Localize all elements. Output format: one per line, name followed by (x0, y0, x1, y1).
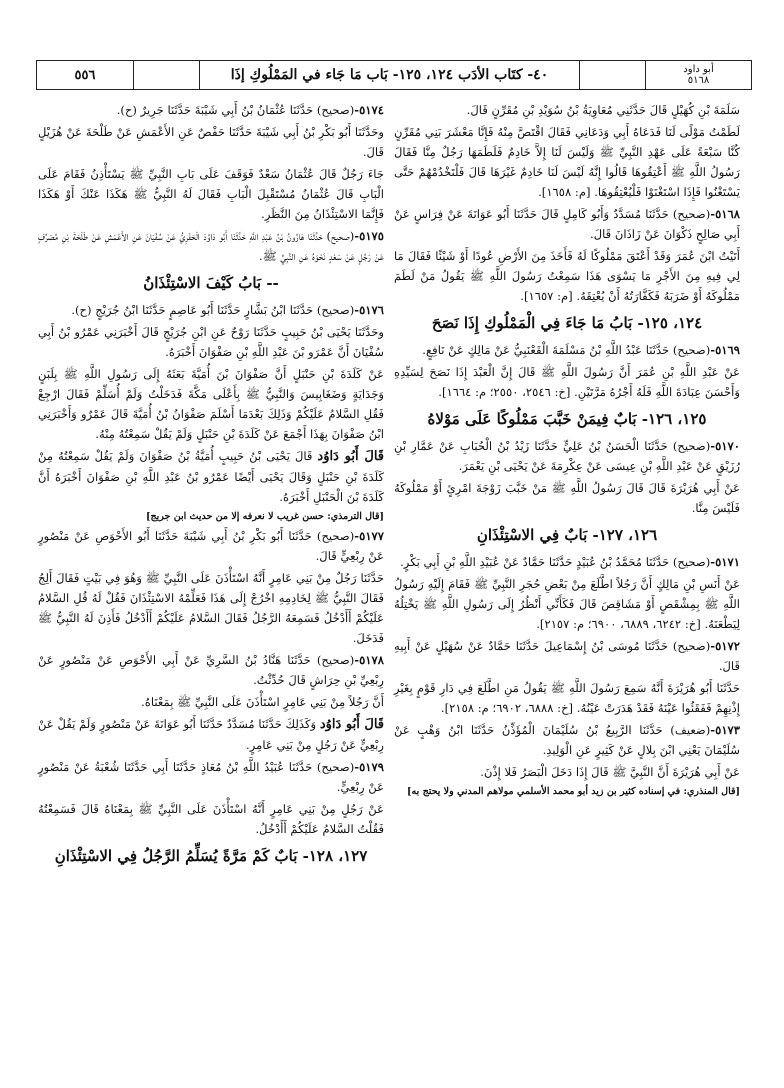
footnote: [قال الترمذي: حسن غريب لا نعرفه إلا من حديث ابن جريج] (146, 511, 384, 522)
hadith-number: ٥١٧٢ (715, 639, 740, 653)
abu-dawud-text: قَالَ يَحْيَى بْنُ حَبِيبٍ أُمَيَّةُ بْنُ صَفْوَانَ وَلَمْ يَقُلْ سَمِعْتُهُ مِنْ كَلَدَةَ بْنِ حَنْبَلٍ وَقَالَ يَحْيَى أَيْضًا عَمْرُو بْنُ عَبْدِ اللَّهِ بْنِ صَفْوَانَ أَخْبَرَهُ أَنَّ كَلَدَةَ بْنَ الْحَنْبَلِ أَخْبَرَهُ. (38, 449, 384, 504)
page-header (36, 60, 752, 90)
hadith-separator: - (354, 529, 360, 543)
abu-dawud-comment (38, 446, 384, 507)
hadith-chain: حَدَّثَنَا مُسَدَّدٌ وَأَبُو كَامِلٍ قَالَ حَدَّثَنَا أَبُو عَوَانَةَ عَنْ فِرَاسٍ عَنْ أَبِي صَالِحٍ ذَكْوَانَ عَنْ زَاذَانَ قَالَ. (394, 207, 740, 241)
hadith-text: عَنْ رَجُلٍ مِنْ بَنِي عَامِرٍ أَنَّهُ اسْتَأْذَنَ عَلَى النَّبِيِّ ﷺ بِمَعْنَاهُ قَالَ فَسَمِعْتُهُ فَقُلْتُ السَّلامُ عَلَيْكُمْ أَأَدْخُلُ. (38, 802, 384, 836)
hadith-grade: (صحيح) (316, 103, 355, 117)
hadith-number: ٥١٦٨ (715, 207, 740, 221)
hadith-number: ٥١٧٨ (359, 653, 384, 667)
hadith-separator: - (710, 723, 716, 737)
abu-dawud-comment (38, 714, 384, 755)
hadith-entry (394, 340, 740, 360)
header-reference (645, 61, 751, 89)
hadith-text: وحَدَّثَنَا أَبُو بَكْرِ بْنُ أَبِي شَيْبَةَ حَدَّثَنَا حَفْصٌ عَنِ الأَعْمَشِ عَنْ طَلْحَةَ عَنْ هُزَيْلٍ قَالَ. (38, 125, 384, 159)
header-reference-number: ٥١٦٨ (687, 75, 710, 86)
hadith-text: سَلَمَةَ بْنِ كُهَيْلٍ قَالَ حَدَّثَنِي مُعَاوِيَةُ بْنُ سُوَيْدِ بْنِ مُقَرِّنٍ قَالَ. (466, 103, 740, 117)
hadith-grade: (صحيح) (672, 343, 711, 357)
abu-dawud-text: وَكَذَلِكَ حَدَّثَنَا مُسَدَّدٌ حَدَّثَنَا أَبُو عَوَانَةَ عَنْ مَنْصُورٍ وَلَمْ يَقُلْ عَنْ رِبْعِيٍّ عَنْ رَجُلٍ مِنْ بَنِي عَامِرٍ. (38, 717, 384, 752)
section-heading: ١٢٧، ١٢٨- بَابٌ كَمْ مَرَّةً يُسَلِّمُ الرَّجُلُ فِي الاسْتِئْذَانِ (54, 847, 368, 865)
hadith-grade: (صحيح) (672, 207, 711, 221)
section-heading: ١٢٥، ١٢٦- بَابٌ فِيمَنْ خَبَّبَ مَمْلُوكًا عَلَى مَوْلاهُ (427, 410, 707, 428)
hadith-number: ٥١٧١ (715, 555, 740, 569)
hadith-grade: (صحيح) (316, 653, 355, 667)
hadith-separator: - (710, 207, 716, 221)
hadith-text: جَاءَ رَجُلٌ قَالَ عُثْمَانُ سَعْدٌ فَوَقَفَ عَلَى بَابِ النَّبِيِّ ﷺ يَسْتَأْذِنُ فَقَامَ عَلَى الْبَابِ قَالَ عُثْمَانُ مُسْتَقْبِلَ الْبَابِ فَقَالَ لَهُ النَّبِيُّ ﷺ هَكَذَا عَنْكَ أَوْ هَكَذَا فَإِنَّمَا الاسْتِئْذَانُ مِنَ النَّظَرِ. (38, 167, 384, 221)
hadith-entry (38, 757, 384, 797)
header-title: ٤٠- كتَاب الأدَب ١٢٤، ١٢٥- بَاب مَا جَاء في المَمْلُوكِ إذَا (199, 61, 579, 89)
hadith-grade: (ضعيف) (670, 723, 711, 737)
hadith-grade: (صحيح) (316, 760, 355, 774)
footnote: [قال المنذري: في إسناده كثير بن زيد أبو محمد الأسلمي مولاهم المدني ولا يحتج به] (407, 786, 740, 797)
hadith-entry (38, 650, 384, 690)
hadith-chain: حَدَّثَنَا عَبْدُ اللَّهِ بْنُ مَسْلَمَةَ الْقَعْنَبِيُّ عَنْ مَالِكٍ عَنْ نَافِعٍ. (422, 343, 670, 357)
hadith-chain: حَدَّثَنَا هَنَّادُ بْنُ السَّرِيِّ عَنْ أَبِي الأَحْوَصِ عَنْ مَنْصُورٍ عَنْ رِبْعِيِّ بْنِ حِرَاشٍ قَالَ حُدِّثْتُ. (38, 653, 384, 687)
hadith-text: عَنْ عَبْدِ اللَّهِ بْنِ عُمَرَ أَنَّ رَسُولَ اللَّهِ ﷺ قَالَ إِنَّ الْعَبْدَ إِذَا نَصَحَ لِسَيِّدِهِ وَأَحْسَنَ عِبَادَةَ اللَّهِ فَلَهُ أَجْرُهُ مَرَّتَيْنِ. [خ: ٢٥٤٦، ٢٥٥٠؛ م: ١٦٦٤]. (394, 365, 740, 399)
hadith-text: وحَدَّثَنَا يَحْيَى بْنُ حَبِيبٍ حَدَّثَنَا رَوْحٌ عَنِ ابْنِ جُرَيْجٍ قَالَ أَخْبَرَنِي عَمْرُو بْنُ أَبِي سُفْيَانَ أَنَّ عَمْرَو بْنَ عَبْدِ اللَّهِ بْنِ صَفْوَانَ أَخْبَرَهُ. (38, 325, 384, 359)
hadith-number: ٥١٧٩ (359, 760, 384, 774)
hadith-chain: حَدَّثَنَا عُبَيْدُ اللَّهِ بْنُ مُعَاذٍ حَدَّثَنَا أَبِي حَدَّثَنَا شُعْبَةُ عَنْ مَنْصُورٍ عَنْ رِبْعِيٍّ. (38, 760, 384, 794)
hadith-entry (38, 100, 384, 120)
hadith-chain: حَدَّثَنَا مُحَمَّدُ بْنُ عُبَيْدٍ حَدَّثَنَا حَمَّادٌ عَنْ عُبَيْدِ اللَّهِ بْنِ أَبِي بَكْرٍ. (400, 555, 670, 569)
hadith-grade: (صحيح) (672, 555, 711, 569)
hadith-text: عَنْ أَبِي هُرَيْرَةَ أَنَّ النَّبِيَّ ﷺ قَالَ إِذَا دَخَلَ الْبَصَرُ فَلا إِذْنَ. (480, 765, 740, 779)
section-heading: ١٢٤، ١٢٥- بَابُ مَا جَاءَ فِي الْمَمْلُوكِ إِذَا نَصَحَ (431, 314, 703, 332)
hadith-chain: حَدَّثَنَا مُوسَى بْنُ إِسْمَاعِيلَ حَدَّثَنَا حَمَّادٌ عَنْ سُهَيْلٍ عَنْ أَبِيهِ قَالَ. (394, 639, 740, 673)
hadith-separator: - (354, 303, 360, 317)
header-spacer-left (133, 61, 199, 89)
abu-dawud-label: قَالَ أَبُو دَاوُد (319, 717, 385, 732)
page-number: ٥٥٦ (74, 67, 96, 83)
hadith-text: أَنَّ رَجُلاً مِنْ بَنِي عَامِرٍ اسْتَأْذَنَ عَلَى النَّبِيِّ ﷺ بِمَعْنَاهُ. (141, 695, 384, 709)
hadith-entry (394, 720, 740, 760)
hadith-text: أَتَيْتُ ابْنَ عُمَرَ وَقَدْ أَعْتَقَ مَمْلُوكًا لَهُ فَأَخَذَ مِنَ الأَرْضِ عُودًا أَوْ شَيْئًا فَقَالَ مَا لِي فِيهِ مِنَ الأَجْرِ مَا يَسْوَى هَذَا سَمِعْتُ رَسُولَ اللَّهِ ﷺ يَقُولُ مَنْ لَطَمَ مَمْلُوكَهُ أَوْ ضَرَبَهُ فَكَفَّارَتُهُ أَنْ يُعْتِقَهُ. [م: ١٦٥٧]. (394, 249, 740, 303)
hadith-separator: - (354, 103, 360, 117)
hadith-entry (394, 204, 740, 244)
hadith-number: ٥١٧٠ (715, 439, 740, 453)
hadith-number: ٥١٧٧ (359, 529, 385, 543)
hadith-chain: حَدَّثَنَا عُثْمَانُ بْنُ أَبِي شَيْبَةَ حَدَّثَنَا جَرِيرٌ (ح). (116, 103, 314, 117)
hadith-number: ٥١٦٩ (715, 343, 740, 357)
hadith-entry (394, 436, 740, 476)
hadith-separator: - (710, 439, 716, 453)
hadith-grade: (صحيح) (316, 529, 355, 543)
hadith-entry (394, 636, 740, 676)
hadith-chain: حَدَّثَنَا ابْنُ بَشَّارٍ حَدَّثَنَا أَبُو عَاصِمٍ حَدَّثَنَا ابْنُ جُرَيْجٍ (ح). (71, 303, 314, 317)
abu-dawud-label: قَالَ أَبُو دَاوُد (317, 449, 385, 464)
hadith-separator: - (354, 653, 360, 667)
hadith-number: ٥١٧٤ (359, 103, 384, 117)
hadith-entry (38, 226, 384, 266)
left-column (38, 100, 384, 873)
hadith-grade: (صحيح) (672, 639, 711, 653)
hadith-text: حَدَّثَنَا أَبُو هُرَيْرَةَ أَنَّهُ سَمِعَ رَسُولَ اللَّهِ ﷺ يَقُولُ مَنِ اطَّلَعَ فِي دَارِ قَوْمٍ بِغَيْرِ إِذْنِهِمْ فَفَقَئُوا عَيْنَهُ فَقَدْ هَدَرَتْ عَيْنُهُ. [خ: ٦٨٨٨، ٦٩٠٢؛ م: ٢١٥٨]. (394, 681, 740, 715)
header-spacer-right (579, 61, 645, 89)
hadith-grade: (صحيح) (316, 303, 355, 317)
section-heading: ١٢٦، ١٢٧- بَابٌ فِي الاسْتِئْذَانِ (476, 526, 658, 544)
hadith-entry (38, 526, 384, 566)
hadith-text: عَنْ كَلَدَةَ بْنِ حَنْبَلٍ أَنَّ صَفْوَانَ بْنَ أُمَيَّةَ بَعَثَهُ إِلَى رَسُولِ اللَّهِ ﷺ بِلَبَنٍ وَجَدَايَةٍ وَضَغَابِيسَ وَالنَّبِيُّ ﷺ بِأَعْلَى مَكَّةَ فَدَخَلْتُ وَلَمْ أُسَلِّمْ فَقَالَ ارْجِعْ فَقُلِ السَّلامُ عَلَيْكُمْ وَذَلِكَ بَعْدَمَا أَسْلَمَ صَفْوَانُ بْنُ أُمَيَّةَ قَالَ عَمْرٌو وَأَخْبَرَنِي ابْنُ صَفْوَانَ بِهَذَا أَجْمَعَ عَنْ كَلَدَةَ بْنِ حَنْبَلٍ وَلَمْ يَقُلْ سَمِعْتُهُ مِنْهُ. (38, 367, 384, 441)
hadith-separator: - (354, 229, 360, 243)
hadith-text: حَدَّثَنَا رَجُلٌ مِنْ بَنِي عَامِرٍ أَنَّهُ اسْتَأْذَنَ عَلَى النَّبِيِّ ﷺ وَهُوَ فِي بَيْتٍ فَقَالَ أَلِجُ فَقَالَ النَّبِيُّ ﷺ لِخَادِمِهِ اخْرُجْ إِلَى هَذَا فَعَلِّمْهُ الاسْتِئْذَانَ فَقُلْ لَهُ قُلِ السَّلامُ عَلَيْكُمْ أَأَدْخُلُ فَسَمِعَهُ الرَّجُلُ فَقَالَ السَّلامُ عَلَيْكُمْ أَأَدْخُلُ فَأَذِنَ لَهُ النَّبِيُّ ﷺ فَدَخَلَ. (38, 571, 384, 645)
hadith-text: لَطَمْتُ مَوْلًى لَنَا فَدَعَاهُ أَبِي وَدَعَانِي فَقَالَ اقْتَصَّ مِنْهُ فَإِنَّا مَعْشَرَ بَنِي مُقَرِّنٍ كُنَّا سَبْعَةً عَلَى عَهْدِ النَّبِيِّ ﷺ وَلَيْسَ لَنَا إِلاَّ خَادِمٌ فَلَطَمَهَا رَجُلٌ مِنَّا فَقَالَ رَسُولُ اللَّهِ ﷺ أَعْتِقُوهَا قَالُوا إِنَّهُ لَيْسَ لَنَا خَادِمٌ غَيْرَهَا قَالَ فَلْتَخْدُمْهُمْ حَتَّى يَسْتَغْنُوا فَإِذَا اسْتَغْنَوْا فَلْيُعْتِقُوهَا. [م: ١٦٥٨]. (394, 125, 740, 199)
hadith-chain: حَدَّثَنَا أَبُو بَكْرِ بْنُ أَبِي شَيْبَةَ حَدَّثَنَا أَبُو الأَحْوَصِ عَنْ مَنْصُورٍ عَنْ رِبْعِيٍّ قَالَ. (38, 529, 384, 563)
hadith-chain: حَدَّثَنَا هَارُونُ بْنُ عَبْدِ اللَّهِ حَدَّثَنَا أَبُو دَاوُدَ الْحَفَرِيُّ عَنْ سُفْيَانَ عَنِ الأَعْمَشِ عَنْ طَلْحَةَ بْنِ مُصَرِّفٍ عَنْ رَجُلٍ عَنْ سَعْدٍ نَحْوَهُ عَنِ النَّبِيِّ ﷺ. (38, 229, 384, 263)
right-column (394, 100, 740, 801)
section-heading: -- بَابُ كَيْفَ الاسْتِئْذَانُ (143, 274, 279, 292)
hadith-number: ٥١٧٥ (359, 229, 385, 243)
hadith-entry (394, 552, 740, 572)
hadith-grade: (صحيح) (672, 439, 711, 453)
hadith-grade: (صحيح) (326, 229, 355, 243)
hadith-text: عَنْ أَبِي هُرَيْرَةَ قَالَ قَالَ رَسُولُ اللَّهِ ﷺ مَنْ خَبَّبَ زَوْجَةَ امْرِئٍ أَوْ مَمْلُوكَهُ فَلَيْسَ مِنَّا. (394, 481, 740, 515)
header-reference-book: أبو داود (683, 64, 714, 75)
hadith-number: ٥١٧٣ (715, 723, 741, 737)
hadith-text: عَنْ أَنَسِ بْنِ مَالِكٍ أَنَّ رَجُلاً اطَّلَعَ مِنْ بَعْضِ حُجَرِ النَّبِيِّ ﷺ فَقَامَ إِلَيْهِ رَسُولُ اللَّهِ ﷺ بِمِشْقَصٍ أَوْ مَشَاقِصَ قَالَ فَكَأَنِّي أَنْظُرُ إِلَى رَسُولِ اللَّهِ ﷺ يَخْتِلُهُ لِيَطْعَنَهُ. [خ: ٦٢٤٢، ٦٨٨٩، ٦٩٠٠؛ م: ٢١٥٧]. (394, 577, 740, 631)
hadith-number: ٥١٧٦ (359, 303, 384, 317)
hadith-entry (38, 300, 384, 320)
hadith-separator: - (354, 760, 360, 774)
hadith-chain: حَدَّثَنَا الْحَسَنُ بْنُ عَلِيٍّ حَدَّثَنَا زَيْدُ بْنُ الْحُبَابِ عَنْ عَمَّارِ بْنِ رُزَيْقٍ عَنْ عَبْدِ اللَّهِ بْنِ عِيسَى عَنْ عِكْرِمَةَ عَنْ يَحْيَى بْنِ يَعْمَرَ. (394, 439, 740, 473)
hadith-separator: - (710, 639, 716, 653)
hadith-separator: - (710, 555, 716, 569)
hadith-separator: - (710, 343, 716, 357)
hadith-chain: حَدَّثَنَا الرَّبِيعُ بْنُ سُلَيْمَانَ الْمُؤَذِّنُ حَدَّثَنَا ابْنُ وَهْبٍ عَنْ سُلَيْمَانَ يَعْنِي ابْنَ بِلالٍ عَنْ كَثِيرٍ عَنِ الْوَلِيدِ. (394, 723, 740, 757)
